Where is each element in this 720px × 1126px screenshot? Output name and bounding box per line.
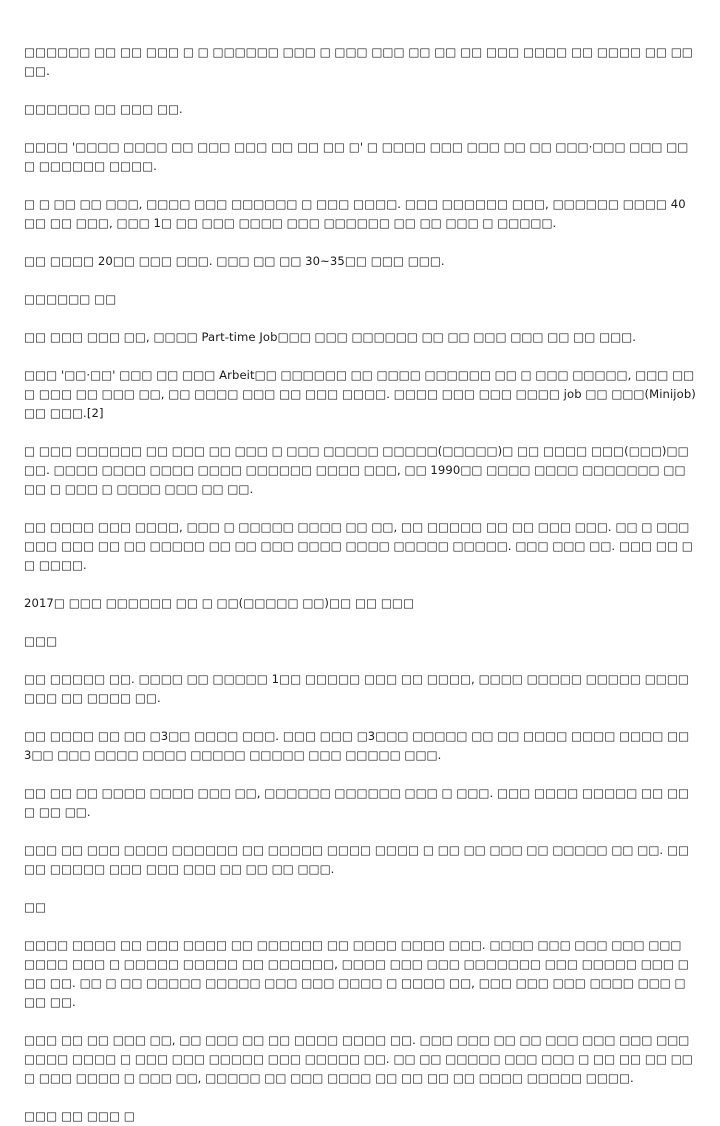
paragraph: □□ □□ □□ □□□□ □□□□ □□□ □□, □□□□□□ □□□□□□ □□□ □ □□□. □□□ □□□□ □□□□□ □□ □□□ □□ □□. [24, 786, 690, 819]
paragraph: □□ □□□□□ □□. □□□□ □□ □□□□□ 1□□ □□□□□ □□□ □□ □□□□, □□□□ □□□□□ □□□□□ □□□□ □□□ □□ □□□□ □□. [24, 672, 689, 705]
section-heading: □□□□□□ □□ [24, 292, 117, 306]
paragraph: □□ □□□ □□□ □□, □□□□ Part-time Job□□□ □□□ □□□□□□ □□ □□ □□□ □□□ □□ □□ □□□. [24, 330, 637, 344]
paragraph: □□□ □□ □□ □□□ □□, □□ □□□ □□ □□ □□□□ □□□□ □□. □□□ □□□ □□ □□ □□□ □□□ □□□ □□□ □□□□ □□□□ □ □□□ □□□ □□□□□ □□□ □□□□□ □□. □□ □□ □□□□□ □□□ □□□ □ □□ □□ □□ □□□ □□□ □□□□ □ □□□ □□, □□□□□ □□ □□□ □□□□ □□ □□ □□ □□ □□□□ □□□□□ □□□□. [24, 1033, 693, 1085]
paragraph: □□□ □□ □□□ □□□□ □□□□□□ □□ □□□□□ □□□□ □□□□ □ □□ □□ □□□ □□ □□□□□ □□ □□. □□ □□ □□□□□ □□□ □□□ □□□ □□ □□ □□ □□□. [24, 843, 690, 876]
paragraph: □□□ '□□·□□' □□□ □□ □□□ Arbeit□□ □□□□□□ □□ □□□□ □□□□□□ □□ □ □□□ □□□□□, □□□ □□□ □□□ □□ □□□ □□, □□ □□□□ □□□ □□ □□□ □□□□. □□□□ □□□ □□□ □□□□ job □□ □□□(Minijob)□□ □□□.[2] [24, 368, 696, 420]
section-heading: □□□ □□ □□□ □ [24, 1109, 135, 1123]
paragraph: □□ □□□□ □□ □□ □3□□ □□□□ □□□. □□□ □□□ □3□□□ □□□□□ □□ □□ □□□□ □□□□ □□□□ □□ 3□□ □□□ □□□□ □□□□ □□□□□ □□□□□ □□□ □□□□□ □□□. [24, 729, 690, 762]
paragraph: □ □ □□ □□ □□□, □□□□ □□□ □□□□□□ □ □□□ □□□□. □□□ □□□□□□ □□□, □□□□□□ □□□□ 40□□ □□ □□□, □□□ 1□ □□ □□□ □□□□ □□□ □□□□□□ □□ □□ □□□ □ □□□□□. [24, 197, 686, 230]
section-heading: 2017□ □□□ □□□□□□ □□ □ □□(□□□□□ □□)□□ □□ □□□ [24, 596, 415, 610]
paragraph: □ □□□ □□□□□□ □□ □□□ □□ □□□ □ □□□ □□□□□ □□□□□(□□□□□)□ □□ □□□□ □□□(□□□)□□ □□. □□□□ □□□□ □□□□ □□□□ □□□□□□ □□□□ □□□, □□ 1990□□ □□□□ □□□□ □□□□□□□ □□□□ □ □□□ □ □□□□ □□□ □□ □□. [24, 444, 689, 496]
paragraph: □□□□□□ □□ □□ □□□ □ □ □□□□□□ □□□ □ □□□ □□□ □□ □□ □□ □□□ □□□□ □□ □□□□ □□ □□□□. [24, 45, 693, 78]
section-heading: □□ [24, 900, 47, 914]
section-heading: □□□ [24, 634, 58, 648]
document-body [24, 43, 696, 1126]
paragraph: □□□□ '□□□□ □□□□ □□ □□□ □□□ □□ □□ □□ □' □ □□□□ □□□ □□□ □□ □□ □□□·□□□ □□□ □□□ □□□□□□ □□□□. [24, 140, 689, 173]
paragraph: □□□□ □□□□ □□ □□□ □□□□ □□ □□□□□□ □□ □□□□ □□□□ □□□. □□□□ □□□ □□□ □□□ □□□ □□□□ □□□ □ □□□□□ □□□□□ □□ □□□□□□, □□□□ □□□ □□□ □□□□□□□ □□□ □□□□□ □□□ □□□ □□. □□ □ □□ □□□□□ □□□□□ □□□ □□□ □□□□ □ □□□□ □□, □□□ □□□ □□□ □□□□ □□□ □□□ □□. [24, 938, 689, 1009]
paragraph: □□ □□□□ □□□ □□□□, □□□ □ □□□□□ □□□□ □□ □□, □□ □□□□□ □□ □□ □□□ □□□. □□ □ □□□ □□□ □□□ □□ □□ □□□□□ □□ □□ □□□ □□□□ □□□□ □□□□□ □□□□□. □□□ □□□ □□. □□□ □□ □□ □□□□. [24, 520, 693, 572]
paragraph: □□□□□□ □□ □□□ □□. [24, 102, 183, 116]
paragraph: □□ □□□□ 20□□ □□□ □□□. □□□ □□ □□ 30~35□□ □□□ □□□. [24, 254, 445, 268]
